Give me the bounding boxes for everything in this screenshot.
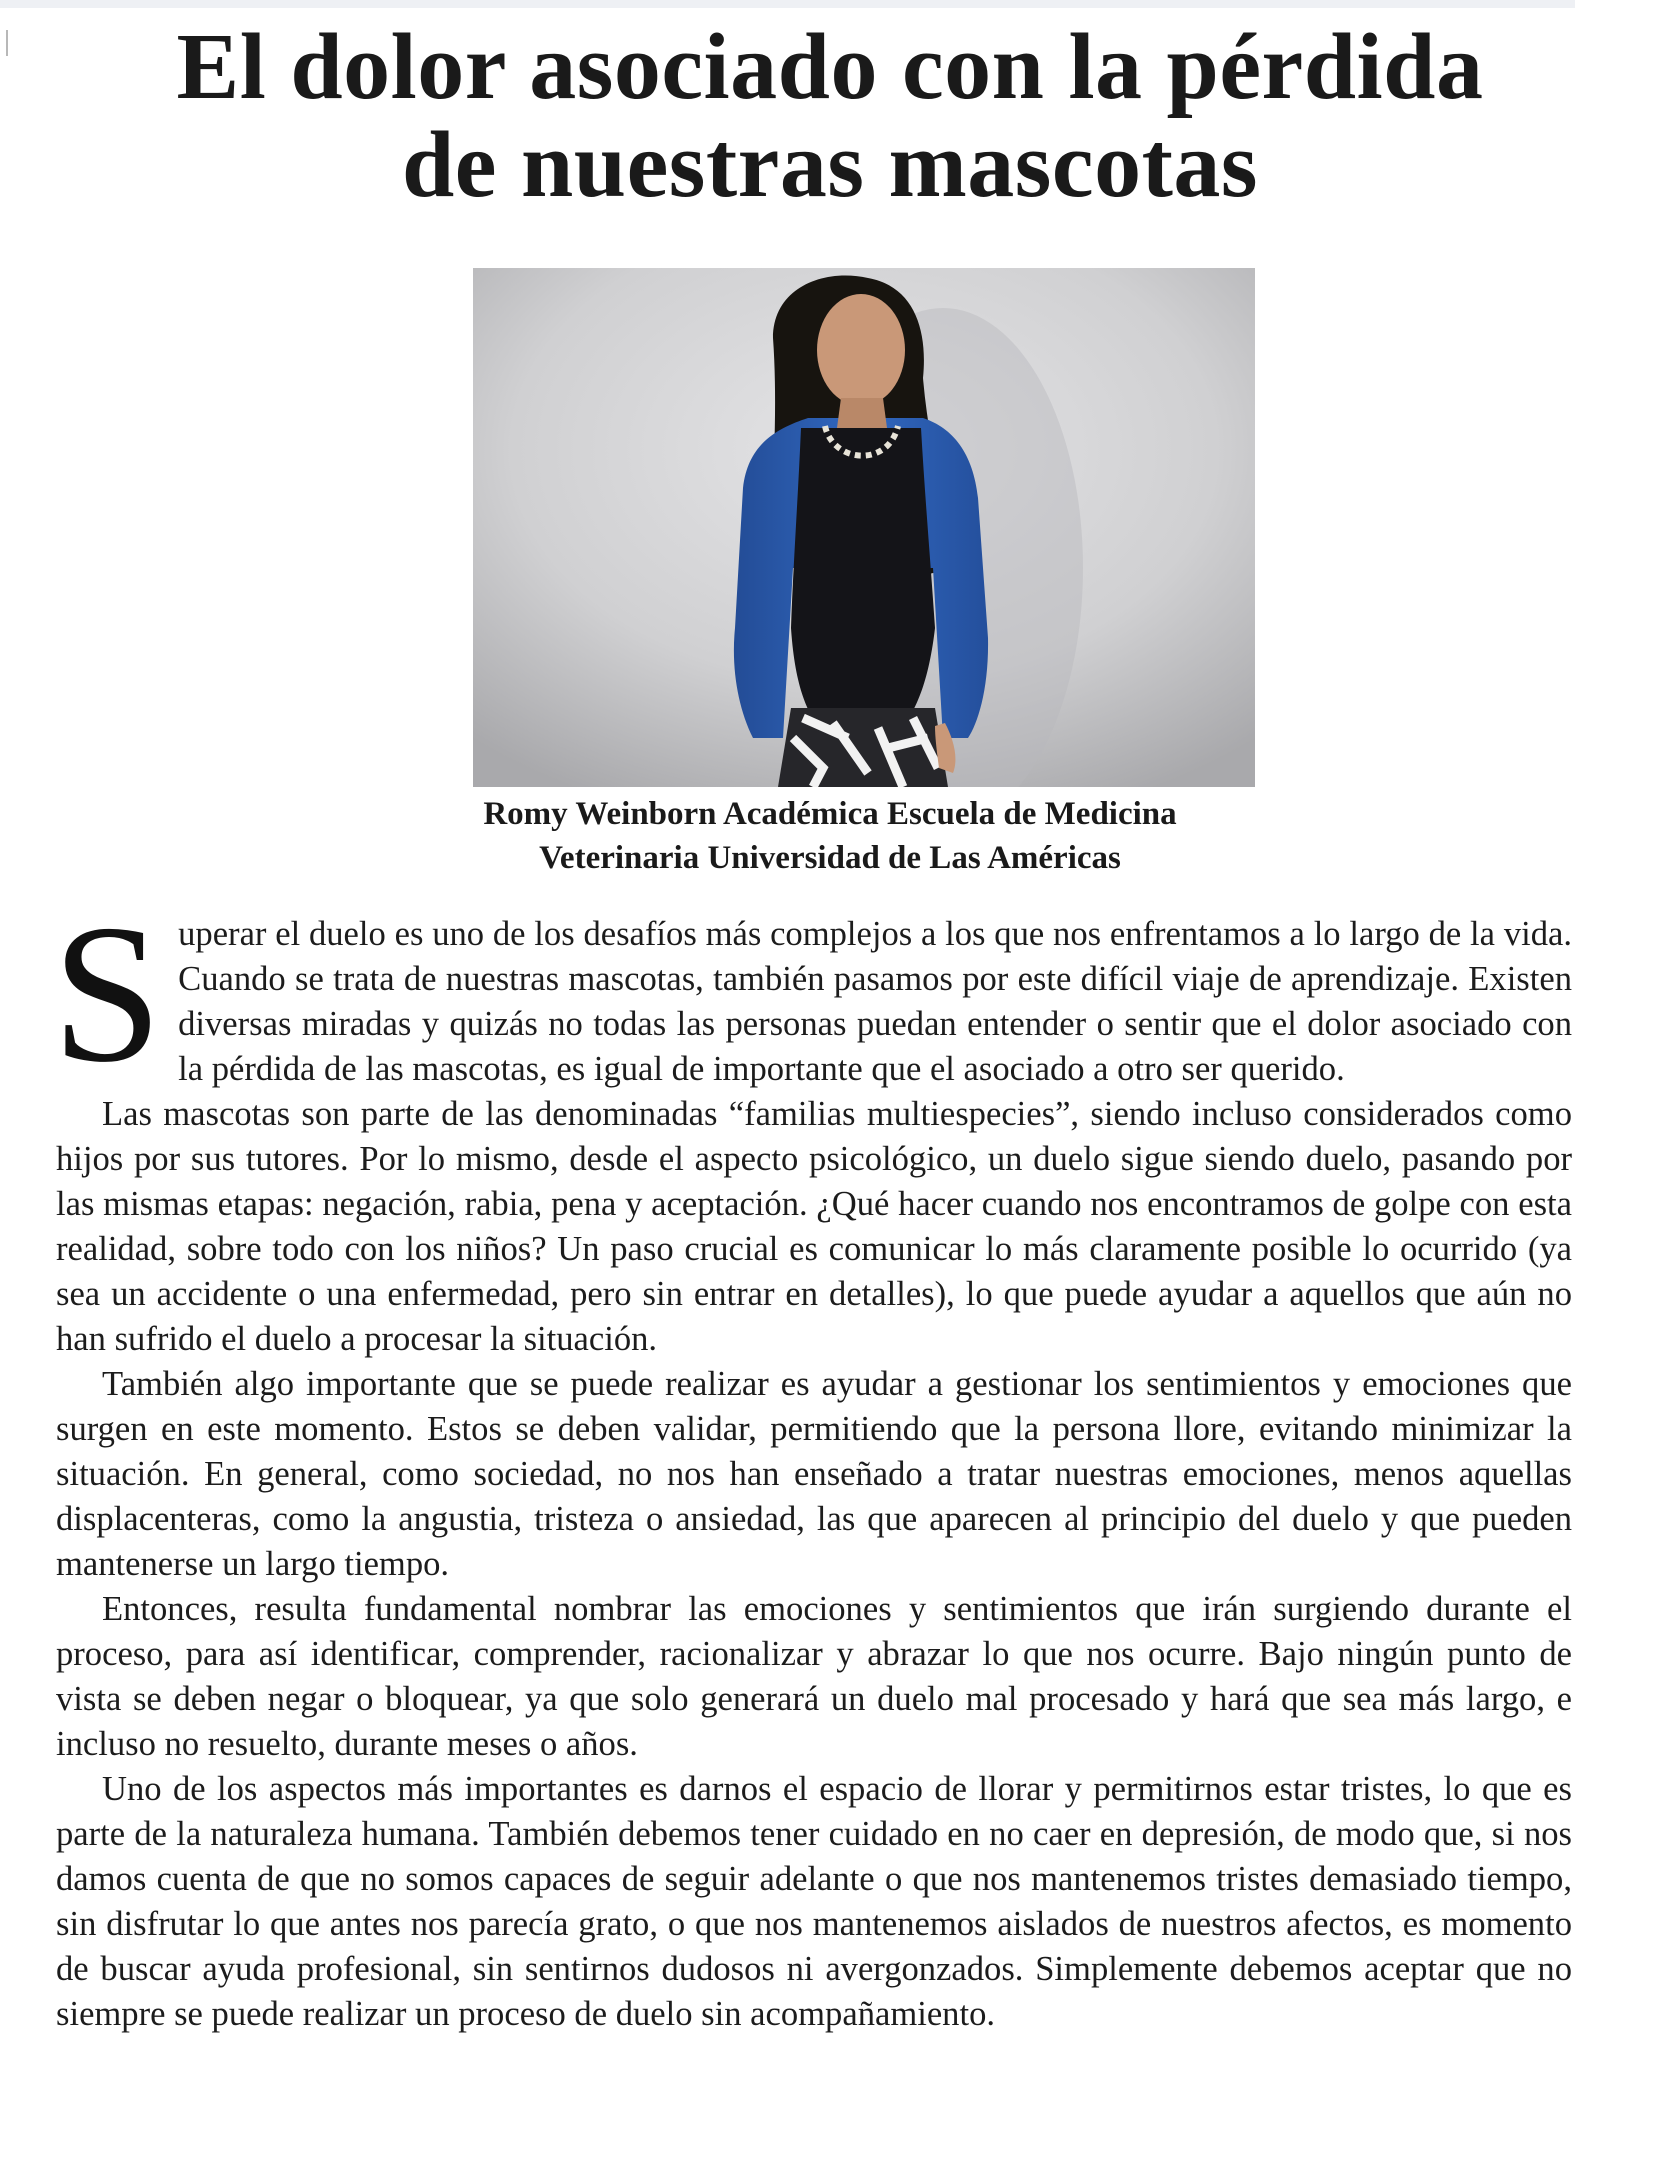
author-photo <box>473 268 1255 787</box>
photo-face <box>817 294 905 406</box>
photo-neck <box>837 398 887 428</box>
paragraph-4: Entonces, resulta fundamental nombrar las emociones y sentimientos que irán surgiendo durante el proceso, para así identificar, comprender, racionalizar y abrazar lo que nos ocurre. Bajo ningún punto de vista se deben negar o bloquear, ya que solo generará un duelo mal procesado y hará que sea más largo, e incluso no resuelto, durante meses o años. <box>56 1590 1572 1763</box>
paragraph-1-text: uperar el duelo es uno de los desafíos más complejos a los que nos enfrentamos a lo largo de la vida. Cuando se trata de nuestras mascotas, también pasamos por este difícil viaje de aprendizaje. Existen diversas miradas y quizás no todas las personas puedan entender o sentir que el dolor asociado con la pérdida de las mascotas, es igual de importante que el asociado a otro ser querido. <box>178 915 1572 1088</box>
photo-caption <box>300 792 1360 880</box>
article-title <box>60 15 1600 217</box>
title-line-2: de nuestras mascotas <box>402 113 1258 217</box>
page-edge-mark <box>6 30 8 56</box>
caption-line-1: Romy Weinborn Académica Escuela de Medicina <box>483 796 1177 832</box>
caption-line-2: Veterinaria Universidad de Las Américas <box>539 840 1121 876</box>
paragraph-3: También algo importante que se puede realizar es ayudar a gestionar los sentimientos y emociones que surgen en este momento. Estos se deben validar, permitiendo que la persona llore, evitando minimizar la situación. En general, como sociedad, no nos han enseñado a tratar nuestras emociones, menos aquellas displacenteras, como la angustia, tristeza o ansiedad, las que aparecen al principio del duelo y que pueden mantenerse un largo tiempo. <box>56 1365 1572 1583</box>
paragraph-5: Uno de los aspectos más importantes es darnos el espacio de llorar y permitirnos estar tristes, lo que es parte de la naturaleza humana. También debemos tener cuidado en no caer en depresión, de modo que, si nos damos cuenta de que no somos capaces de seguir adelante o que nos mantenemos tristes demasiado tiempo, sin disfrutar lo que antes nos parecía grato, o que nos mantenemos aislados de nuestros afectos, es momento de buscar ayuda profesional, sin sentirnos dudosos ni avergonzados. Simplemente debemos aceptar que no siempre se puede realizar un proceso de duelo sin acompañamiento. <box>56 1770 1572 2033</box>
drop-cap: S <box>52 884 163 1103</box>
page-top-edge <box>0 0 1575 8</box>
photo-top <box>791 428 935 738</box>
title-line-1: El dolor asociado con la pérdida <box>176 15 1484 119</box>
paragraph-2: Las mascotas son parte de las denominadas “familias multiespecies”, siendo incluso considerados como hijos por sus tutores. Por lo mismo, desde el aspecto psicológico, un duelo sigue siendo duelo, pasando por las mismas etapas: negación, rabia, pena y aceptación. ¿Qué hacer cuando nos encontramos de golpe con esta realidad, sobre todo con los niños? Un paso crucial es comunicar lo más claramente posible lo ocurrido (ya sea un accidente o una enfermedad, pero sin entrar en detalles), lo que puede ayudar a aquellos que aún no han sufrido el duelo a procesar la situación. <box>56 1095 1572 1358</box>
article-body <box>52 884 1572 2037</box>
paragraph-1 <box>52 884 1572 1103</box>
